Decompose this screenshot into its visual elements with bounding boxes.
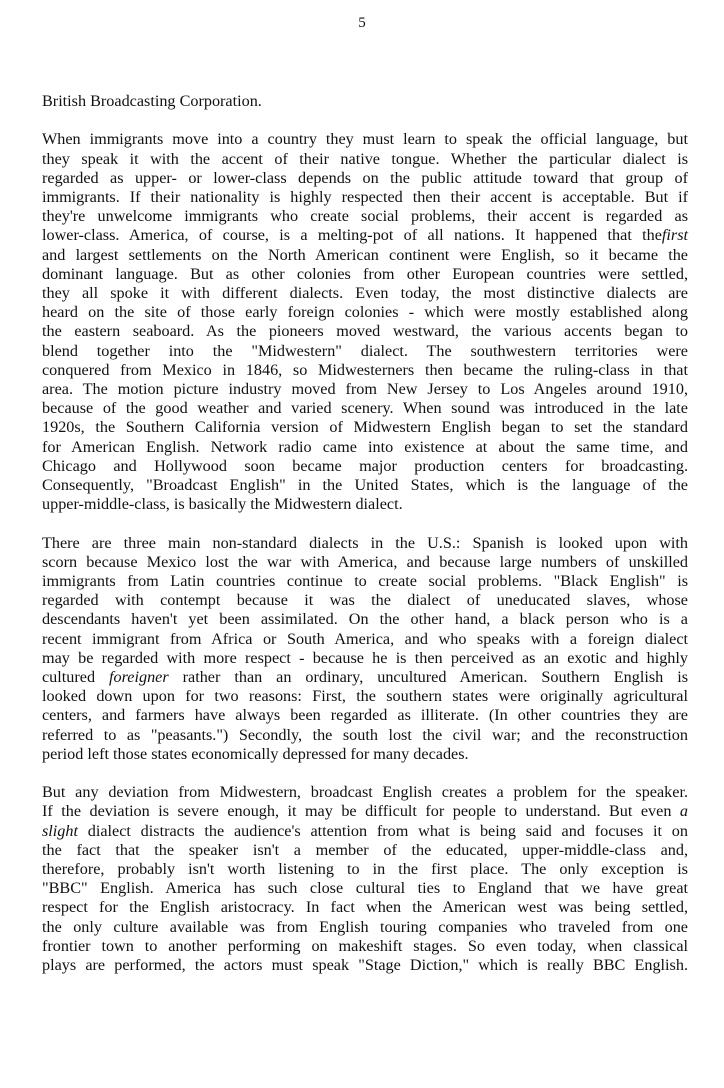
paragraph-3 <box>42 783 688 975</box>
italic-word: first <box>661 226 688 245</box>
text-line: therefore, probably isn't worth listening to in the first place. The only exception is <box>42 860 688 879</box>
text-line: the fact that the speaker isn't a member of the educated, upper-middle-class and, <box>42 840 688 859</box>
text-line: frontier town to another performing on makeshift stages. So even today, when classical <box>42 936 688 955</box>
text-line: for American English. Network radio came into existence at about the same time, and <box>42 437 688 456</box>
text-line: they all spoke it with different dialects. Even today, the most distinctive dialects are <box>42 284 688 303</box>
paragraph-2 <box>42 534 688 764</box>
text-line: period left those states economically depressed for many decades. <box>42 744 469 763</box>
text-line: Consequently, "Broadcast English" in the United States, which is the language of the <box>42 476 688 495</box>
text-line-with-italic <box>42 226 688 245</box>
text-line: upper-middle-class, is basically the Midwestern dialect. <box>42 495 403 514</box>
text-line: referred to as "peasants.") Secondly, the south lost the civil war; and the reconstruction <box>42 725 688 744</box>
body-text <box>42 92 688 994</box>
italic-word: slight <box>42 821 78 840</box>
text-line: When immigrants move into a country they must learn to speak the official language, but <box>42 130 688 149</box>
italic-word: a <box>679 802 688 821</box>
text-line: and largest settlements on the North American continent were English, so it became the <box>42 245 688 264</box>
text-line: the only culture available was from English touring companies who traveled from one <box>42 917 688 936</box>
continuation-line: British Broadcasting Corporation. <box>42 92 262 110</box>
text-line: the eastern seaboard. As the pioneers moved westward, the various accents began to <box>42 322 688 341</box>
text-line: they speak it with the accent of their native tongue. Whether the particular dialect is <box>42 149 688 168</box>
text-line: 1920s, the Southern California version of Midwestern English began to set the standard <box>42 418 688 437</box>
text-line: There are three main non-standard dialects in the U.S.: Spanish is looked upon with <box>42 533 688 552</box>
text-line: area. The motion picture industry moved from New Jersey to Los Angeles around 1910, <box>42 380 688 399</box>
text-line: regarded with contempt because it was the dialect of uneducated slaves, whose <box>42 591 688 610</box>
text-line: dominant language. But as other colonies from other European countries were settled, <box>42 264 688 283</box>
text-line: blend together into the "Midwestern" dialect. The southwestern territories were <box>42 341 688 360</box>
text-line: But any deviation from Midwestern, broadcast English creates a problem for the speaker. <box>42 783 688 802</box>
text-line: respect for the English aristocracy. In fact when the American west was being settled, <box>42 898 688 917</box>
text-line: centers, and farmers have always been regarded as illiterate. (In other countries they are <box>42 706 688 725</box>
text-line: they're unwelcome immigrants who create social problems, their accent is regarded as <box>42 207 688 226</box>
italic-word: foreigner <box>109 668 169 687</box>
text-line: scorn because Mexico lost the war with America, and because large numbers of unskilled <box>42 552 688 571</box>
text-line: plays are performed, the actors must speak "Stage Diction," which is really BBC English. <box>42 956 688 975</box>
text-segment: rather than an ordinary, uncultured American. Southern English is <box>182 668 688 687</box>
text-segment: lower-class. America, of course, is a melting-pot of all nations. It happened that the <box>42 226 662 245</box>
text-line: regarded as upper- or lower-class depends on the public attitude toward that group of <box>42 168 688 187</box>
page-number: 5 <box>358 15 366 31</box>
text-line: may be regarded with more respect - because he is then perceived as an exotic and highly <box>42 648 688 667</box>
text-line: immigrants from Latin countries continue to create social problems. "Black English" is <box>42 572 688 591</box>
text-line: heard on the site of those early foreign colonies - which were mostly established along <box>42 303 688 322</box>
text-line: recent immigrant from Africa or South America, and who speaks with a foreign dialect <box>42 629 688 648</box>
paragraph-1 <box>42 130 688 514</box>
text-line: "BBC" English. America has such close cultural ties to England that we have great <box>42 879 688 898</box>
text-line-with-italic <box>42 802 688 821</box>
text-line: because of the good weather and varied scenery. When sound was introduced in the late <box>42 399 688 418</box>
text-segment: If the deviation is severe enough, it may be difficult for people to understand. But even <box>42 802 672 821</box>
text-segment: cultured <box>42 668 96 687</box>
text-line: Chicago and Hollywood soon became major production centers for broadcasting. <box>42 456 688 475</box>
text-line: descendants haven't yet been assimilated. On the other hand, a black person who is a <box>42 610 688 629</box>
text-line: immigrants. If their nationality is highly respected then their accent is acceptable. But if <box>42 188 688 206</box>
text-line: conquered from Mexico in 1846, so Midwesterners then became the ruling-class in that <box>42 360 688 379</box>
text-line-with-italic <box>42 822 688 841</box>
text-segment: dialect distracts the audience's attention from what is being said and focuses it on <box>87 821 688 840</box>
text-line-with-italic <box>42 668 688 687</box>
text-line: looked down upon for two reasons: First, the southern states were originally agricultural <box>42 687 688 706</box>
